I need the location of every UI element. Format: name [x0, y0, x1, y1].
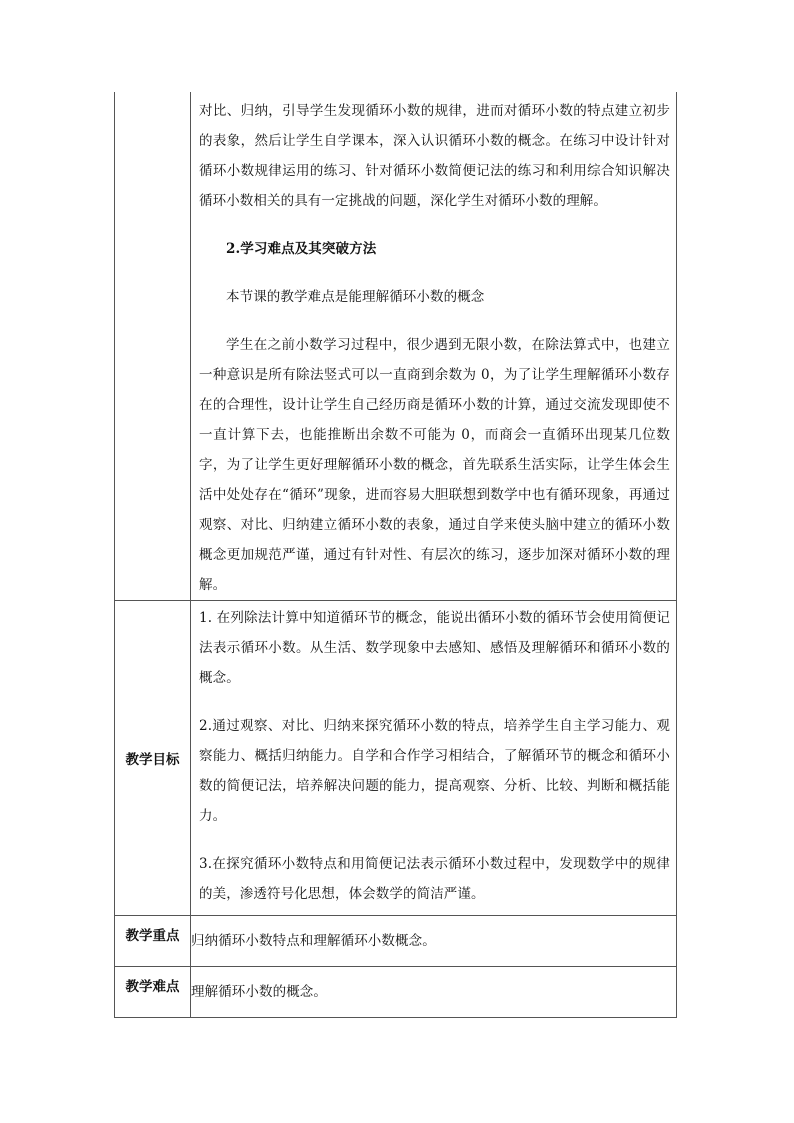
objective-item-3: 3.在探究循环小数特点和用简便记法表示循环小数过程中，发现数学中的规律的美，渗透符号化思想，体会数学的简洁严谨。 [199, 856, 670, 902]
key-points-text: 归纳循环小数特点和理解循环小数概念。 [191, 916, 677, 967]
table-row-key-points [115, 916, 677, 967]
objectives-label: 教学目标 [115, 601, 191, 916]
content-cell-objectives [191, 601, 677, 916]
lesson-plan-table [114, 92, 677, 1018]
objective-item-2: 2.通过观察、对比、归纳来探究循环小数的特点，培养学生自主学习能力、观察能力、概括归纳能力。自学和合作学习相结合，了解循环节的概念和循环小数的简便记法，培养解决问题的能力，提高观察、分析、比较、判断和概括能力。 [199, 718, 670, 824]
difficulty-statement: 本节课的教学难点是能理解循环小数的概念 [226, 289, 485, 305]
table-row-objectives [115, 601, 677, 916]
intro-paragraph: 对比、归纳，引导学生发现循环小数的规律，进而对循环小数的特点建立初步的表象，然后让学生自学课本，深入认识循环小数的概念。在练习中设计针对循环小数规律运用的练习、针对循环小数简便记法的练习和利用综合知识解决循环小数相关的具有一定挑战的问题，深化学生对循环小数的理解。 [199, 103, 670, 209]
difficulty-heading: 2.学习难点及其突破方法 [226, 241, 377, 257]
key-points-label: 教学重点 [115, 916, 191, 967]
difficult-points-label: 教学难点 [115, 967, 191, 1018]
table-row-design-rationale [115, 92, 677, 601]
table-row-difficult-points [115, 967, 677, 1018]
difficulty-body: 学生在之前小数学习过程中，很少遇到无限小数，在除法算式中，也建立一种意识是所有除法竖式可以一直商到余数为 0，为了让学生理解循环小数存在的合理性，设计让学生自己经历商是循环小数的计算，通过交流发现即使不一直计算下去，也能推断出余数不可能为 0，而商会一直循环出现某几位数字，为了让学生更好理解循环小数的概念，首先联系生活实际，让学生体会生活中处处存在“循环”现象，进而容易大胆联想到数学中也有循环现象，再通过观察、对比、归纳建立循环小数的表象，通过自学来使头脑中建立的循环小数概念更加规范严谨，通过有针对性、有层次的练习，逐步加深对循环小数的理解。 [199, 337, 670, 593]
content-cell-rationale [191, 92, 677, 601]
objective-item-1: 1. 在列除法计算中知道循环节的概念，能说出循环小数的循环节会使用简便记法表示循环小数。从生活、数学现象中去感知、感悟及理解循环和循环小数的概念。 [199, 610, 670, 686]
label-cell-empty [115, 92, 191, 601]
difficult-points-text: 理解循环小数的概念。 [191, 967, 677, 1018]
